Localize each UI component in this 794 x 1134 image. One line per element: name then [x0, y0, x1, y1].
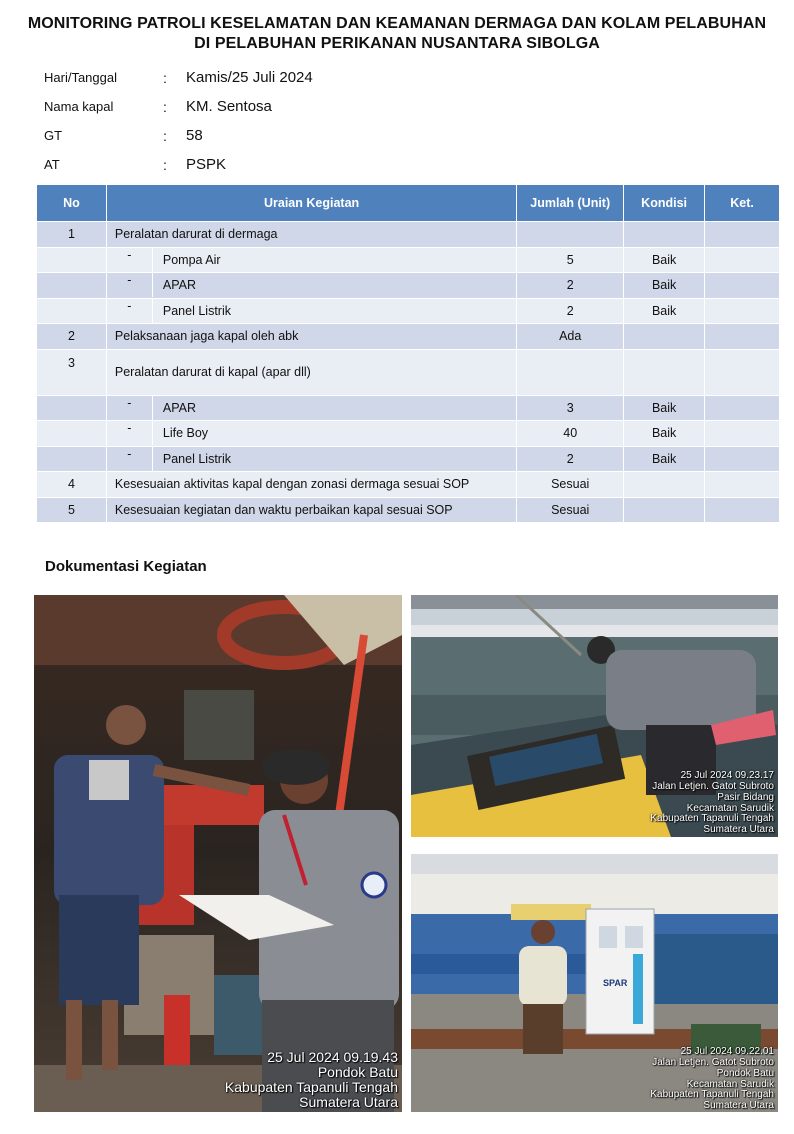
- cell-ket: [705, 248, 779, 273]
- cell-uraian: Kesesuaian aktivitas kapal dengan zonasi dermaga sesuai SOP: [107, 472, 516, 497]
- table-row: [37, 350, 779, 395]
- cell-jumlah: Ada: [517, 324, 623, 349]
- table-row: [37, 273, 779, 298]
- stamp-line: 25 Jul 2024 09.19.43: [267, 1048, 398, 1065]
- cell-uraian: Peralatan darurat di kapal (apar dll): [107, 350, 516, 395]
- cell-uraian: Pelaksanaan jaga kapal oleh abk: [107, 324, 516, 349]
- meta-value: PSPK: [186, 156, 227, 173]
- stamp-line: Kabupaten Tapanuli Tengah: [650, 1089, 774, 1101]
- meta-value: 58: [186, 127, 203, 144]
- cell-kondisi: Baik: [624, 299, 704, 324]
- stamp-line: 25 Jul 2024 09.22.01: [680, 1046, 774, 1058]
- stamp-line: Kabupaten Tapanuli Tengah: [650, 813, 774, 825]
- cell-uraian: [107, 273, 516, 298]
- sign-spar: SPAR: [603, 978, 628, 988]
- stamp-line: Kecamatan Sarudik: [686, 1078, 774, 1090]
- cell-kondisi: Baik: [624, 273, 704, 298]
- photo-timestamp-left: [225, 1050, 398, 1110]
- stamp-line: Kabupaten Tapanuli Tengah: [224, 1078, 398, 1095]
- cell-kondisi: [624, 222, 704, 247]
- item-dash: -: [127, 273, 132, 288]
- monitoring-table: [36, 184, 780, 523]
- cell-uraian: [107, 299, 516, 324]
- photo-timestamp-bottom-right: [650, 1047, 774, 1112]
- cell-jumlah: 2: [517, 299, 623, 324]
- meta-label: AT: [44, 157, 60, 172]
- stamp-line: Jalan Letjen. Gatot Subroto: [652, 1057, 774, 1069]
- cell-uraian: [107, 421, 516, 446]
- item-dash: -: [127, 421, 132, 436]
- cell-no: 5: [37, 498, 106, 523]
- cell-jumlah: [517, 222, 623, 247]
- cell-ket: [705, 324, 779, 349]
- cell-jumlah: 40: [517, 421, 623, 446]
- cell-jumlah: 2: [517, 447, 623, 472]
- meta-label: Nama kapal: [44, 99, 114, 114]
- meta-label: GT: [44, 128, 63, 143]
- item-dash: -: [127, 395, 132, 410]
- cell-kondisi: Baik: [624, 396, 704, 421]
- cell-jumlah: 3: [517, 396, 623, 421]
- cell-kondisi: Baik: [624, 421, 704, 446]
- photo-dock-panel: [411, 854, 778, 1112]
- cell-kondisi: Baik: [624, 447, 704, 472]
- cell-uraian: [107, 396, 516, 421]
- cell-jumlah: [517, 350, 623, 395]
- cell-no: 4: [37, 472, 106, 497]
- table-row: [37, 396, 779, 421]
- photo-boat-deck: [411, 595, 778, 837]
- stamp-line: Pondok Batu: [716, 1067, 774, 1079]
- item-label: APAR: [152, 396, 196, 420]
- stamp-line: Sumatera Utara: [703, 824, 774, 836]
- cell-jumlah: Sesuai: [517, 472, 623, 497]
- cell-kondisi: [624, 498, 704, 523]
- cell-jumlah: Sesuai: [517, 498, 623, 523]
- cell-uraian: [107, 447, 516, 472]
- stamp-line: Pondok Batu: [317, 1063, 398, 1080]
- item-label: Panel Listrik: [152, 299, 231, 323]
- table-row: [37, 299, 779, 324]
- item-label: APAR: [152, 273, 196, 297]
- document-title: [0, 14, 794, 54]
- stamp-line: Pasir Bidang: [717, 791, 774, 803]
- stamp-line: Sumatera Utara: [299, 1093, 398, 1110]
- table-row: [37, 248, 779, 273]
- stamp-line: Sumatera Utara: [703, 1100, 774, 1112]
- cell-no: [37, 396, 106, 421]
- meta-value: Kamis/25 Juli 2024: [186, 69, 313, 86]
- cell-kondisi: [624, 472, 704, 497]
- cell-ket: [705, 421, 779, 446]
- cell-ket: [705, 447, 779, 472]
- header-no: No: [37, 185, 106, 221]
- photo-timestamp-top-right: [650, 771, 774, 836]
- item-label: Life Boy: [152, 421, 208, 445]
- table-row: [37, 324, 779, 349]
- meta-value: KM. Sentosa: [186, 98, 272, 115]
- meta-label: Hari/Tanggal: [44, 70, 117, 85]
- title-line-1: MONITORING PATROLI KESELAMATAN DAN KEAMANAN DERMAGA DAN KOLAM PELABUHAN: [27, 15, 767, 32]
- cell-uraian: Peralatan darurat di dermaga: [107, 222, 516, 247]
- table-row: [37, 472, 779, 497]
- item-dash: -: [127, 247, 132, 262]
- table-header-row: [37, 185, 779, 221]
- item-label: Panel Listrik: [152, 447, 231, 471]
- engine-room-image: [34, 595, 402, 1112]
- cell-no: 1: [37, 222, 106, 247]
- title-line-2: DI PELABUHAN PERIKANAN NUSANTARA SIBOLGA: [194, 35, 600, 52]
- cell-jumlah: 2: [517, 273, 623, 298]
- stamp-line: 25 Jul 2024 09.23.17: [680, 770, 774, 782]
- header-uraian: Uraian Kegiatan: [107, 185, 516, 221]
- cell-no: [37, 447, 106, 472]
- cell-no: [37, 248, 106, 273]
- cell-ket: [705, 396, 779, 421]
- cell-no: 3: [37, 350, 106, 395]
- meta-sep: :: [163, 70, 167, 86]
- cell-kondisi: Baik: [624, 248, 704, 273]
- meta-sep: :: [163, 157, 167, 173]
- cell-ket: [705, 498, 779, 523]
- cell-no: [37, 273, 106, 298]
- cell-ket: [705, 350, 779, 395]
- cell-ket: [705, 273, 779, 298]
- item-label: Pompa Air: [152, 248, 221, 272]
- table-row: [37, 447, 779, 472]
- cell-ket: [705, 222, 779, 247]
- cell-kondisi: [624, 324, 704, 349]
- stamp-line: Jalan Letjen. Gatot Subroto: [652, 781, 774, 793]
- table-row: [37, 421, 779, 446]
- documentation-heading: Dokumentasi Kegiatan: [45, 558, 207, 575]
- cell-kondisi: [624, 350, 704, 395]
- table-row: [37, 498, 779, 523]
- header-kondisi: Kondisi: [624, 185, 704, 221]
- cell-no: 2: [37, 324, 106, 349]
- cell-uraian: [107, 248, 516, 273]
- cell-uraian: Kesesuaian kegiatan dan waktu perbaikan kapal sesuai SOP: [107, 498, 516, 523]
- cell-ket: [705, 472, 779, 497]
- stamp-line: Kecamatan Sarudik: [686, 802, 774, 814]
- cell-ket: [705, 299, 779, 324]
- photo-engine-room: [34, 595, 402, 1112]
- meta-sep: :: [163, 99, 167, 115]
- header-jumlah: Jumlah (Unit): [517, 185, 623, 221]
- header-ket: Ket.: [705, 185, 779, 221]
- cell-no: [37, 299, 106, 324]
- item-dash: -: [127, 446, 132, 461]
- meta-sep: :: [163, 128, 167, 144]
- cell-jumlah: 5: [517, 248, 623, 273]
- item-dash: -: [127, 298, 132, 313]
- table-row: [37, 222, 779, 247]
- cell-no: [37, 421, 106, 446]
